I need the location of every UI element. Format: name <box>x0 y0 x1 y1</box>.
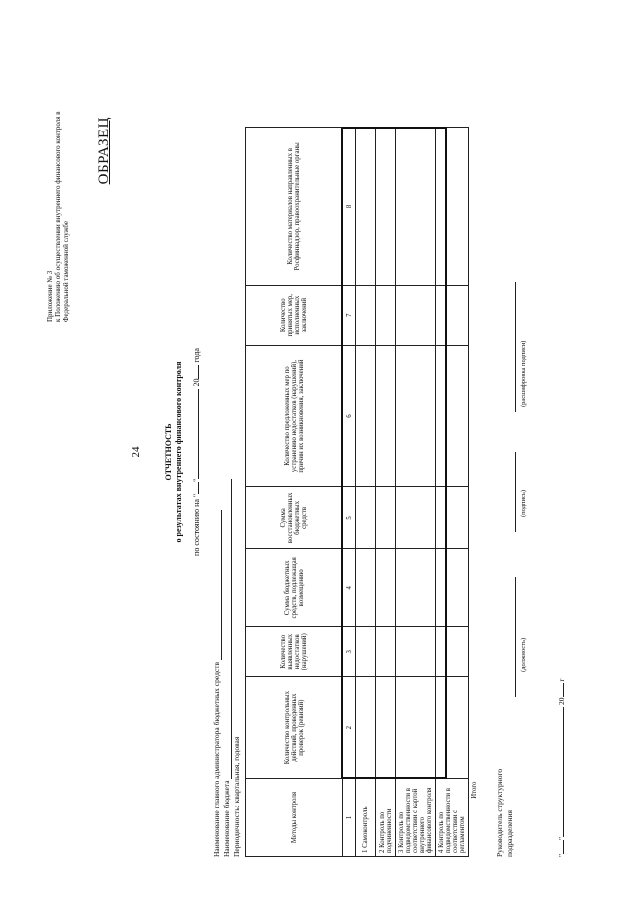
table-header-row <box>246 128 343 857</box>
row-method-departmental-regulation: 4 Контроль по подведомственности в соответствии с регламентом <box>436 779 469 857</box>
decode-line <box>505 282 516 412</box>
date-month-blank <box>563 707 564 837</box>
col-header-materials: Количество материалов направленных в Росфиннадзор, правоохранительные органы <box>246 128 343 286</box>
month-blank <box>198 389 199 479</box>
field-line <box>223 479 232 779</box>
day-blank <box>198 482 199 494</box>
as-of-prefix: по состоянию на " <box>192 493 201 556</box>
position-line <box>505 577 516 697</box>
date-year-blank <box>563 684 564 698</box>
col-header-restored-sum: Сумма восстановленных бюджетных средств <box>246 487 343 549</box>
date-year: 20 <box>557 697 566 705</box>
decode-caption: (расшифровка подписи) <box>520 340 527 407</box>
appendix-line-2: к Положению об осуществлении внутреннего финансового контроля в <box>54 111 62 322</box>
year-prefix: 20 <box>192 378 201 387</box>
col-header-accepted-measures: Количество принятых мер, исполненных заключений <box>246 285 343 345</box>
field-administrator: Наименование главного администратора бюджетных средств <box>212 479 222 857</box>
signature-line <box>505 452 516 532</box>
position-caption: (должность) <box>520 637 527 672</box>
row-method-self-control: 1 Самоконтроль <box>356 779 376 857</box>
rotated-page <box>40 37 600 867</box>
total-label: Итого <box>471 781 478 799</box>
col-number: 8 <box>343 128 356 286</box>
date-open-quote: " <box>557 853 566 857</box>
col-number: 4 <box>343 549 356 627</box>
year-blank <box>198 365 199 379</box>
col-number: 3 <box>343 627 356 677</box>
date-close-quote: " <box>557 836 566 840</box>
total-row <box>469 128 481 857</box>
field-budget: Наименование бюджета <box>222 479 232 857</box>
signature-date <box>557 679 567 857</box>
date-day-blank <box>563 840 564 854</box>
row-method-subordination: 2 Контроль по подчиненности <box>376 779 396 857</box>
col-number: 7 <box>343 285 356 345</box>
year-suffix: года <box>192 348 201 363</box>
page-number: 24 <box>130 446 142 458</box>
head-line-1: Руководитель структурного <box>495 768 504 857</box>
col-number: 6 <box>343 345 356 487</box>
col-header-refund-sum: Сумма бюджетных средств, подлежащая возмещению <box>246 549 343 627</box>
field-periodicity: Периодичность: квартальная, годовая <box>232 736 241 857</box>
title-line-2: о результатах внутреннего финансового контроля <box>174 361 183 543</box>
col-header-proposed-measures: Количество предложенных мер по устранению недостатков (нарушений), причин их возникновения, заключений <box>246 345 343 487</box>
col-number: 1 <box>343 779 356 857</box>
appendix-note <box>46 42 70 322</box>
col-header-methods: Методы контроля <box>246 779 343 857</box>
document-title <box>164 37 184 867</box>
col-number: 5 <box>343 487 356 549</box>
field-line <box>213 510 222 660</box>
head-title <box>495 769 515 857</box>
appendix-line-3: Федеральной таможенной службе <box>62 221 70 322</box>
appendix-line-1: Приложение № 3 <box>46 270 54 322</box>
col-header-actions: Количество контрольных действий, проведенных проверок (ревизий) <box>246 677 343 779</box>
col-number: 2 <box>343 677 356 779</box>
as-of-date <box>192 37 201 867</box>
date-g: г <box>557 678 566 682</box>
head-line-2: подразделения <box>505 810 514 857</box>
row-method-departmental-map: 3 Контроль по подведомственности в соответствии с картой внутреннего финансового контроля <box>396 779 436 857</box>
col-header-violations: Количество выявленных недостатков (нарушений) <box>246 627 343 677</box>
signature-caption: (подпись) <box>520 490 527 517</box>
header-fields <box>212 479 242 857</box>
sample-stamp: ОБРАЗЕЦ <box>96 117 112 185</box>
title-line-1: ОТЧЕТНОСТЬ <box>164 423 173 481</box>
as-of-mid: " <box>192 478 201 482</box>
data-area-frame <box>341 127 447 779</box>
